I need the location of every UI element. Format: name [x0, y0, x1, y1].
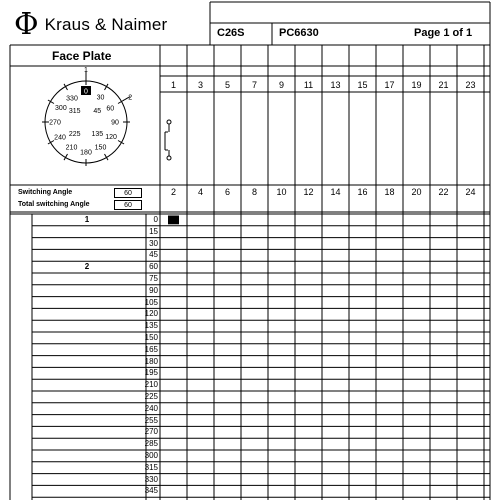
dial-label: 120 [105, 134, 117, 141]
dial-label: 60 [106, 105, 115, 113]
dial-position-label: 2 [128, 94, 133, 102]
column-number: 13 [330, 80, 341, 90]
angle-label: 255 [144, 415, 158, 425]
dial-label: 240 [54, 134, 66, 142]
model-code: C26S [217, 27, 245, 39]
position-label: 1 [84, 215, 90, 224]
angle-label: 315 [144, 462, 158, 472]
dial-label: 150 [94, 144, 107, 152]
column-number: 11 [303, 80, 314, 90]
angle-label: 120 [144, 309, 158, 319]
page-indicator: Page 1 of 1 [414, 27, 473, 39]
brand-name: Kraus & Naimer [44, 15, 168, 34]
column-number: 1 [170, 80, 176, 90]
contact-closed-mark [168, 216, 179, 225]
column-number: 15 [357, 80, 368, 90]
column-number: 19 [411, 80, 422, 90]
column-number: 21 [438, 80, 449, 90]
face-plate-dial [42, 67, 132, 166]
dial-label: 0 [84, 88, 88, 96]
angle-label: 150 [144, 333, 158, 342]
contact-symbol-icon [165, 120, 171, 160]
angle-label: 90 [149, 285, 158, 295]
column-number: 16 [357, 187, 368, 197]
dial-label: 315 [68, 108, 81, 116]
column-number: 24 [465, 187, 476, 197]
brand-symbol: Φ [14, 7, 39, 42]
switching-angle-value: 60 [114, 188, 142, 198]
face-plate-title: Face Plate [52, 49, 112, 63]
angle-label: 330 [144, 474, 158, 484]
dial-label: 30 [96, 94, 105, 102]
angle-label: 45 [149, 250, 158, 260]
angle-label: 75 [149, 274, 158, 283]
dial-label: 135 [91, 130, 104, 138]
column-number: 22 [438, 187, 449, 197]
total-switching-angle-label: Total switching Angle [18, 201, 90, 208]
column-number: 18 [384, 187, 395, 197]
dial-label: 90 [111, 119, 119, 127]
column-number: 10 [276, 187, 287, 197]
angle-label: 300 [144, 451, 158, 460]
column-number: 17 [384, 80, 395, 90]
angle-label: 180 [144, 356, 158, 366]
dial-label: 180 [80, 149, 92, 157]
angle-label: 345 [144, 486, 158, 496]
column-number: 23 [465, 80, 476, 90]
switching-angle-label: Switching Angle [18, 189, 73, 196]
dial-label: 225 [68, 130, 81, 138]
dial-label: 210 [65, 144, 78, 152]
angle-label: 60 [149, 262, 158, 272]
angle-label: 165 [144, 344, 158, 354]
column-number: 12 [303, 187, 314, 197]
angle-label: 225 [144, 392, 158, 401]
column-number: 6 [224, 187, 230, 197]
column-number: 14 [330, 187, 341, 197]
part-number: PC6630 [279, 27, 319, 39]
column-number: 20 [411, 187, 422, 197]
angle-label: 15 [149, 226, 158, 236]
dial-label: 330 [66, 95, 78, 103]
position-label: 2 [84, 262, 90, 272]
dial-position-label: 1 [84, 67, 88, 74]
total-switching-angle-value: 60 [114, 200, 142, 210]
angle-label: 210 [144, 380, 158, 390]
column-number: 5 [224, 80, 230, 90]
angle-label: 240 [144, 403, 158, 413]
dial-label: 45 [93, 108, 102, 116]
column-number: 7 [251, 80, 257, 90]
angle-label: 30 [149, 238, 158, 248]
column-number: 8 [251, 187, 257, 197]
column-number: 3 [197, 80, 203, 90]
column-number: 4 [197, 187, 203, 197]
angle-label: 270 [144, 427, 158, 437]
angle-label: 135 [144, 321, 158, 331]
dial-label: 270 [49, 119, 61, 127]
dial-label: 300 [55, 105, 67, 112]
angle-label: 0 [153, 215, 158, 224]
angle-label: 285 [144, 439, 158, 449]
angle-label: 105 [144, 297, 158, 307]
column-number: 9 [278, 80, 284, 90]
angle-label: 195 [144, 368, 158, 378]
column-number: 2 [170, 187, 176, 197]
